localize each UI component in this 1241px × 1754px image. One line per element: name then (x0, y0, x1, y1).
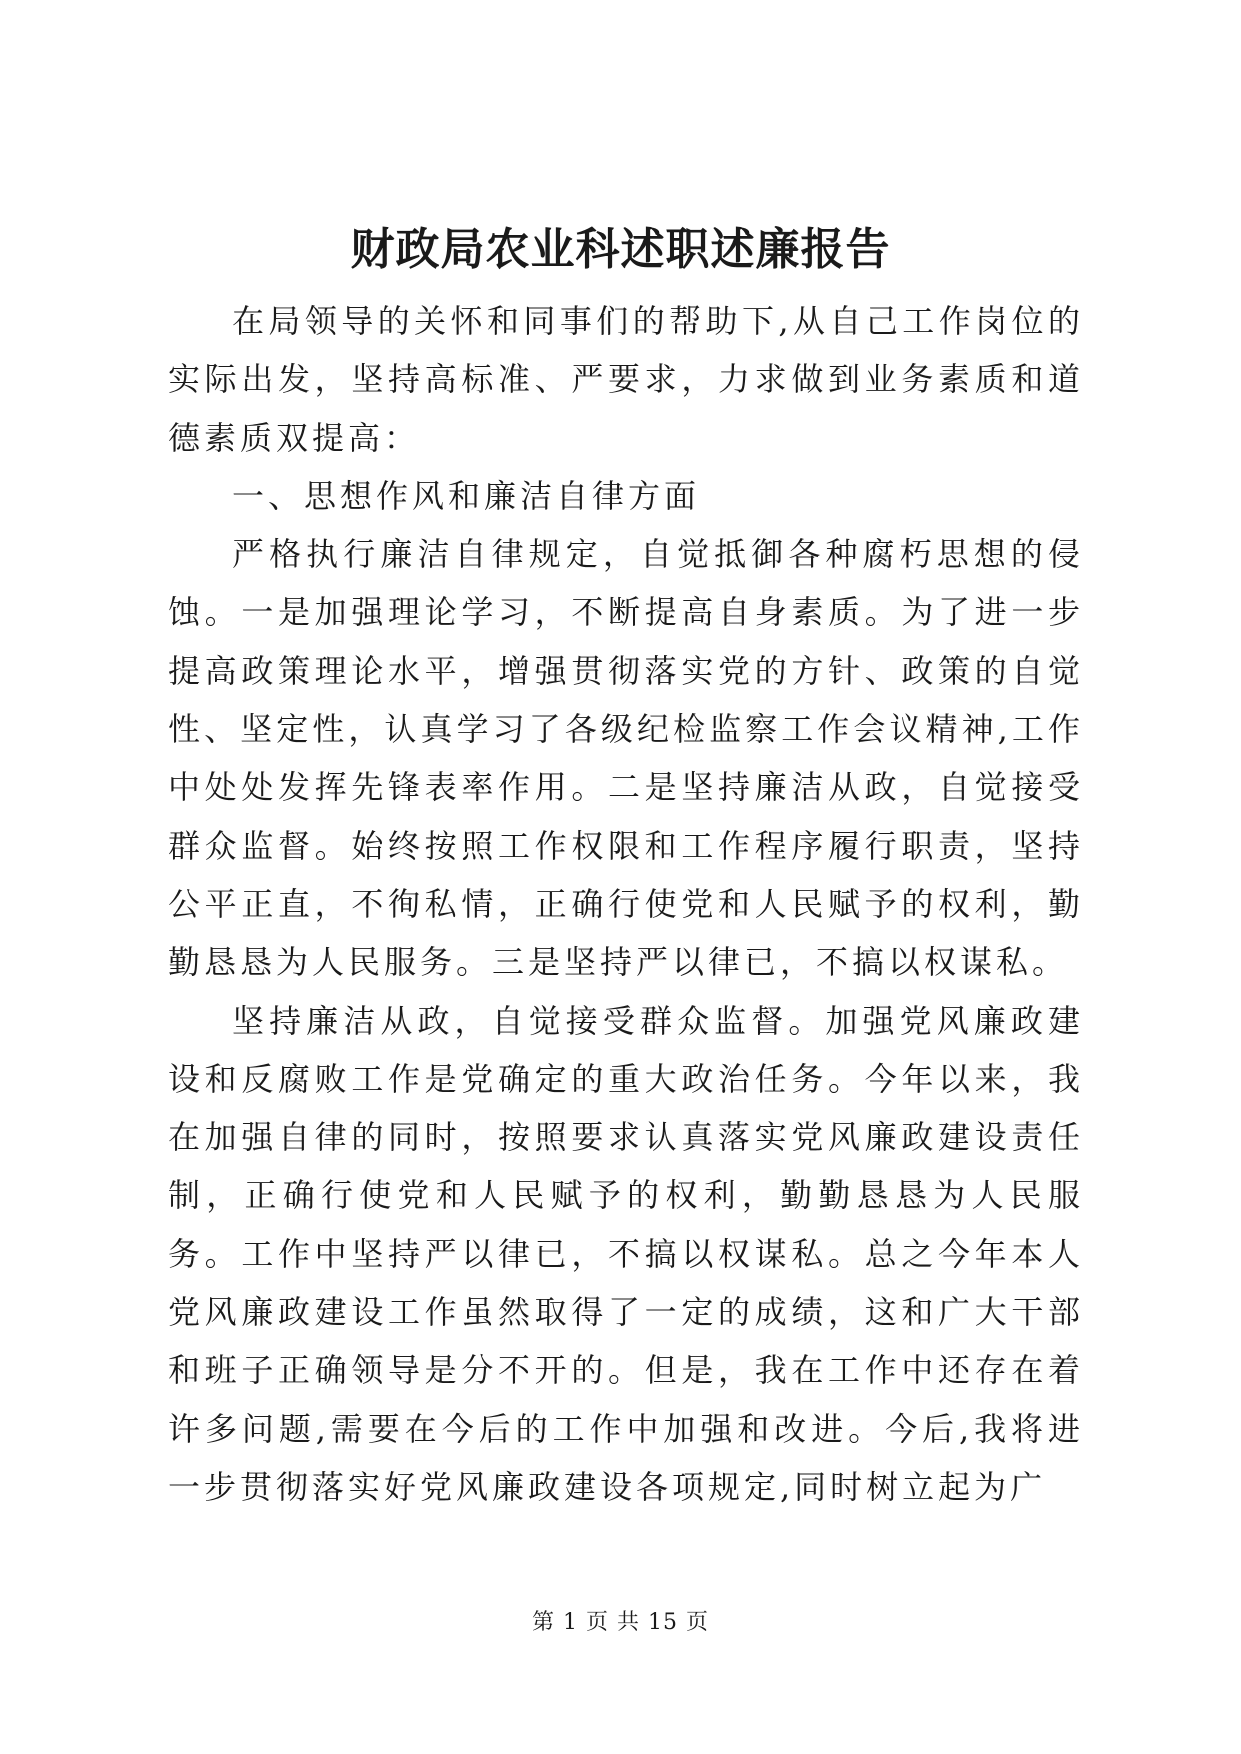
document-body (168, 292, 1084, 1516)
paragraph-intro: 在局领导的关怀和同事们的帮助下,从自己工作岗位的实际出发，坚持高标准、严要求，力求做到业务素质和道德素质双提高： (168, 302, 1084, 457)
section-heading: 一、思想作风和廉洁自律方面 (232, 476, 701, 515)
page-number-footer: 第 1 页 共 15 页 (532, 1610, 709, 1635)
paragraph-self-discipline: 严格执行廉洁自律规定，自觉抵御各种腐朽思想的侵蚀。一是加强理论学习，不断提高自身素质。为了进一步提高政策理论水平，增强贯彻落实党的方针、政策的自觉性、坚定性，认真学习了各级纪检监察工作会议精神,工作中处处发挥先锋表率作用。二是坚持廉洁从政，自觉接受群众监督。始终按照工作权限和工作程序履行职责，坚持公平正直，不徇私情，正确行使党和人民赋予的权利，勤勤恳恳为人民服务。三是坚持严以律已，不搞以权谋私。 (168, 535, 1084, 982)
document-title: 财政局农业科述职述廉报告 (350, 224, 891, 275)
paragraph-integrity: 坚持廉洁从政，自觉接受群众监督。加强党风廉政建设和反腐败工作是党确定的重大政治任务。今年以来，我在加强自律的同时，按照要求认真落实党风廉政建设责任制，正确行使党和人民赋予的权利，勤勤恳恳为人民服务。工作中坚持严以律已，不搞以权谋私。总之今年本人党风廉政建设工作虽然取得了一定的成绩，这和广大干部和班子正确领导是分不开的。但是，我在工作中还存在着许多问题,需要在今后的工作中加强和改进。今后,我将进一步贯彻落实好党风廉政建设各项规定,同时树立起为广 (168, 1001, 1084, 1506)
